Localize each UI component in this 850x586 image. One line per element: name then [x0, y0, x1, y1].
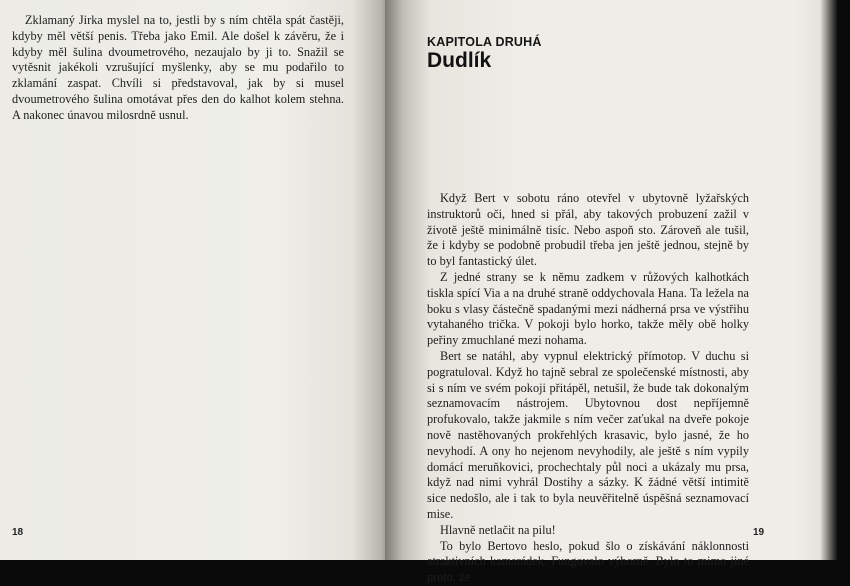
paragraph: Hlavně netlačit na pilu!	[440, 522, 556, 537]
chapter-title: Dudlík	[427, 49, 492, 72]
chapter-label: KAPITOLA DRUHÁ	[427, 35, 542, 49]
right-page	[385, 0, 840, 585]
paragraph: Zklamaný Jirka myslel na to, jestli by s ním chtěla spát častěji, kdyby měl větší penis. Třeba jako Emil. Ale došel k závěru, že i kdyby měl šulina dvoumetrového, nezaujalo by ji to. Snažil se vytěsnit jakékoli vzrušující myšlenky, aby se mu podařilo to zklamání zaspat. Chvíli si představoval, jak by si musel dvoumetrového šulina omotávat přes den do kalhot kolem stehna. A nakonec únavou milosrdně usnul.	[12, 13, 344, 122]
paragraph: Z jedné strany se k němu zadkem v růžových kalhotkách tiskla spící Via a na druhé straně oddychovala Hana. Ta ležela na boku s vlasy částečně spadanými mezi nádherná prsa ve výstřihu vytahaného trička. V pokoji bylo horko, takže měly obě holky peřiny zmuchlané mezi nohama.	[427, 269, 749, 348]
left-page-body	[12, 13, 344, 124]
right-page-body	[427, 191, 749, 586]
page-number-left: 18	[12, 527, 24, 538]
paragraph: To bylo Bertovo heslo, pokud šlo o získávání náklonnosti atraktivních kamarádek. Fungovalo výborně. Bylo to mimo jiné proto, že	[427, 538, 749, 585]
page-number-right: 19	[753, 527, 765, 538]
paragraph: Bert se natáhl, aby vypnul elektrický přímotop. V duchu si pogratuloval. Když ho tajně sebral ze společenské místnosti, aby si s ním ve svém pokoji přitápěl, netušil, že bude tak dokonalým seznamovacím nástrojem. Ubytovnou dost nepříjemně profukovalo, takže jakmile s ním večer zaťukal na dveře pokoje nově nastěhovaných prokřehlých krasavic, bylo jasné, že ho nevyhodí. A ony ho nejenom nevyhodily, ale ještě s ním vypily domácí meruňkovici, prochechtaly půl noci a ukázaly mu prsa, když nad nimi vyhrál Dostihy a sázky. K žádné větší intimitě sice nedošlo, ale i tak to byla neuvěřitelně úspěšná seznamovací mise.	[427, 348, 749, 521]
paragraph: Když Bert v sobotu ráno otevřel v ubytovně lyžařských instruktorů oči, hned si přál, aby takových probuzení zažil v životě ještě minimálně tisíc. Nebo aspoň sto. Zároveň ale tušil, že i kdyby se podobně probudil třeba jen ještě jednou, stejně by to byl fantastický úlet.	[427, 191, 749, 269]
left-page	[0, 0, 392, 560]
book-edge-shadow	[820, 0, 850, 575]
